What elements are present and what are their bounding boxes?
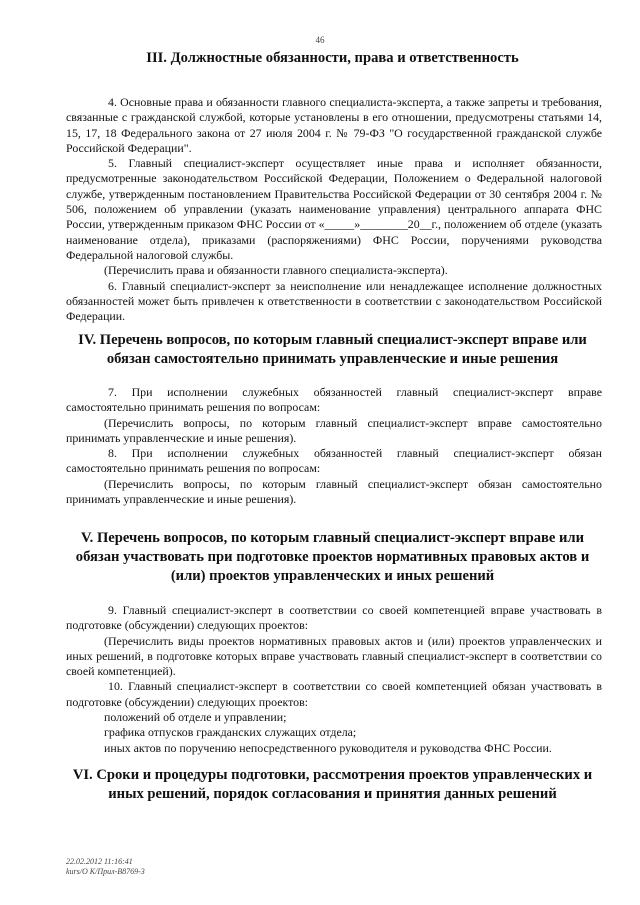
section-5-body bbox=[66, 603, 602, 756]
section-3-body bbox=[66, 95, 602, 324]
paragraph-5-note: (Перечислить права и обязанности главного специалиста-эксперта). bbox=[104, 263, 448, 278]
paragraph-9: 9. Главный специалист-эксперт в соответствии со своей компетенцией вправе участвовать в подготовке (обсуждении) следующих проектов: bbox=[66, 603, 602, 633]
paragraph-7: 7. При исполнении служебных обязанностей главный специалист-эксперт вправе самостоятельно принимать решения по вопросам: bbox=[66, 385, 602, 415]
paragraph-10: 10. Главный специалист-эксперт в соответствии со своей компетенцией обязан участвовать в подготовке (обсуждении) следующих проектов: bbox=[66, 679, 602, 709]
paragraph-10-item: положений об отделе и управлении; bbox=[104, 710, 287, 725]
paragraph-8-note: (Перечислить вопросы, по которым главный специалист-эксперт обязан самостоятельно принимать управленческие и иные решения). bbox=[66, 476, 602, 507]
section-5-heading: V. Перечень вопросов, по которым главный специалист-эксперт вправе или обязан участвовать при подготовке проектов нормативных правовых актов и (или) проектов управленческих и иных решений bbox=[75, 530, 590, 584]
paragraph-10-item: иных актов по поручению непосредственного руководителя и руководства ФНС России. bbox=[104, 740, 552, 755]
paragraph-5: 5. Главный специалист-эксперт осуществляет иные права и исполняет обязанности, предусмотренные законодательством Российской Федерации, Положением о Федеральной налоговой службе, утвержденным постановлением Правительства Российской Федерации от 30 сентября 2004 г. № 506, положением об управлении (указать наименование управления) центрального аппарата ФНС России, утвержденным приказом ФНС России от «_____»________20__г., положением об отделе (указать наименование отдела), приказами (распоряжениями) ФНС России, поручениями руководства Федеральной налоговой службы. bbox=[66, 156, 602, 262]
footer-file-ref: kurs/О К/Прил-В8769-3 bbox=[66, 867, 145, 876]
paragraph-4: 4. Основные права и обязанности главного специалиста-эксперта, а также запреты и требования, связанные с гражданской службой, которые установлены в его отношении, предусмотрены статьями 14, 15, 17, 18 Федерального закона от 27 июля 2004 г. № 79-ФЗ "О государственной гражданской службе Российской Федерации". bbox=[66, 95, 602, 155]
section-3-heading: III. Должностные обязанности, права и ответственность bbox=[146, 50, 519, 66]
page-number: 46 bbox=[315, 35, 325, 45]
section-4-body bbox=[66, 385, 602, 507]
paragraph-6: 6. Главный специалист-эксперт за неисполнение или ненадлежащее исполнение должностных обязанностей может быть привлечен к ответственности в соответствии с законодательством Российской Федерации. bbox=[66, 278, 602, 324]
section-6-heading: VI. Сроки и процедуры подготовки, рассмотрения проектов управленческих и иных решений, порядок согласования и принятия данных решений bbox=[72, 767, 593, 802]
paragraph-8: 8. При исполнении служебных обязанностей главный специалист-эксперт обязан самостоятельно принимать решения по вопросам: bbox=[66, 446, 602, 476]
paragraph-9-note: (Перечислить виды проектов нормативных правовых актов и (или) проектов управленческих и иных решений, в подготовке которых вправе участвовать главный специалист-эксперт в соответствии со своей компетенцией). bbox=[66, 633, 602, 679]
footer-timestamp: 22.02.2012 11:16:41 bbox=[66, 857, 133, 866]
section-4-heading: IV. Перечень вопросов, по которым главный специалист-эксперт вправе или обязан самостоятельно принимать управленческие и иные решения bbox=[78, 332, 587, 367]
footer-stamp bbox=[66, 857, 145, 877]
paragraph-10-item: графика отпусков гражданских служащих отдела; bbox=[104, 725, 357, 740]
paragraph-7-note: (Перечислить вопросы, по которым главный специалист-эксперт вправе самостоятельно принимать управленческие и иные решения). bbox=[66, 415, 602, 445]
